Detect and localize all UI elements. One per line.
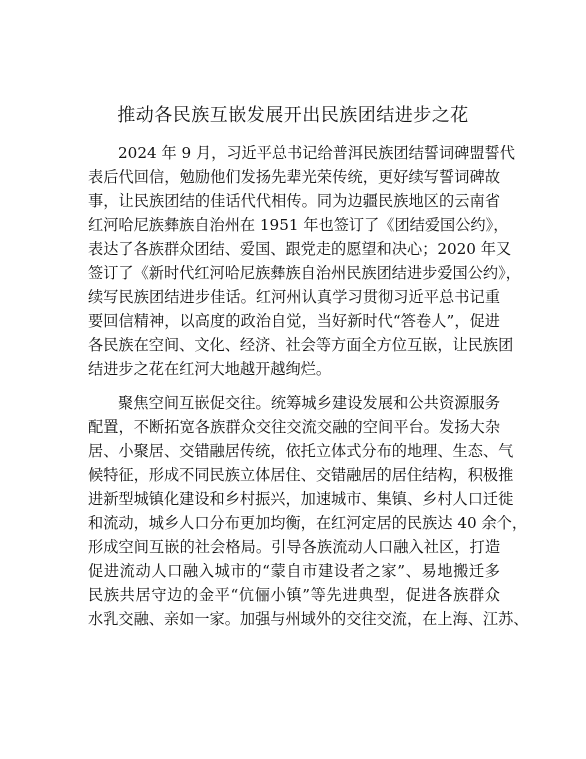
paragraph-1-line: 表达了各族群众团结、爱国、跟党走的愿望和决心；2020 年又 <box>88 240 512 258</box>
paragraph-1-line: 各民族在空间、文化、经济、社会等方面全方位互嵌，让民族团 <box>88 336 514 354</box>
document-title: 推动各民族互嵌发展开出民族团结进步之花 <box>117 105 469 126</box>
paragraph-1-line: 签订了《新时代红河哈尼族彝族自治州民族团结进步爱国公约》， <box>88 264 521 282</box>
paragraph-2-line: 配置，不断拓宽各族群众交往交流交融的空间平台。发扬大杂 <box>88 418 500 436</box>
paragraph-2-line: 促进流动人口融入城市的“蒙自市建设者之家”、易地搬迁多 <box>88 562 500 580</box>
paragraph-2-line: 居、小聚居、交错融居传统，依托立体式分布的地理、生态、气 <box>88 442 514 460</box>
paragraph-2-line: 聚焦空间互嵌促交往。统筹城乡建设发展和公共资源服务 <box>118 394 500 412</box>
paragraph-2-line: 进新型城镇化建设和乡村振兴，加速城市、集镇、乡村人口迁徙 <box>88 490 514 508</box>
paragraph-2-line: 形成空间互嵌的社会格局。引导各族流动人口融入社区，打造 <box>88 538 500 556</box>
paragraph-1-line: 2024 年 9 月，习近平总书记给普洱民族团结誓词碑盟誓代 <box>118 144 515 162</box>
paragraph-1-line: 结进步之花在红河大地越开越绚烂。 <box>88 360 331 378</box>
paragraph-1-line: 事，让民族团结的佳话代代相传。同为边疆民族地区的云南省 <box>88 192 500 210</box>
paragraph-2-line: 水乳交融、亲如一家。加强与州域外的交往交流，在上海、江苏、 <box>88 610 529 628</box>
paragraph-1-line: 续写民族团结进步佳话。红河州认真学习贯彻习近平总书记重 <box>88 288 500 306</box>
paragraph-1-line: 要回信精神，以高度的政治自觉，当好新时代“答卷人”，促进 <box>88 312 500 330</box>
paragraph-1-line: 表后代回信，勉励他们发扬先辈光荣传统，更好续写誓词碑故 <box>88 168 500 186</box>
paragraph-2-line: 和流动，城乡人口分布更加均衡，在红河定居的民族达 40 余个， <box>88 514 528 532</box>
paragraph-2-line: 候特征，形成不同民族立体居住、交错融居的居住结构，积极推 <box>88 466 514 484</box>
paragraph-1-line: 红河哈尼族彝族自治州在 1951 年也签订了《团结爱国公约》， <box>88 216 509 234</box>
paragraph-2-line: 民族共居守边的金平“伉俪小镇”等先进典型，促进各族群众 <box>88 586 500 604</box>
